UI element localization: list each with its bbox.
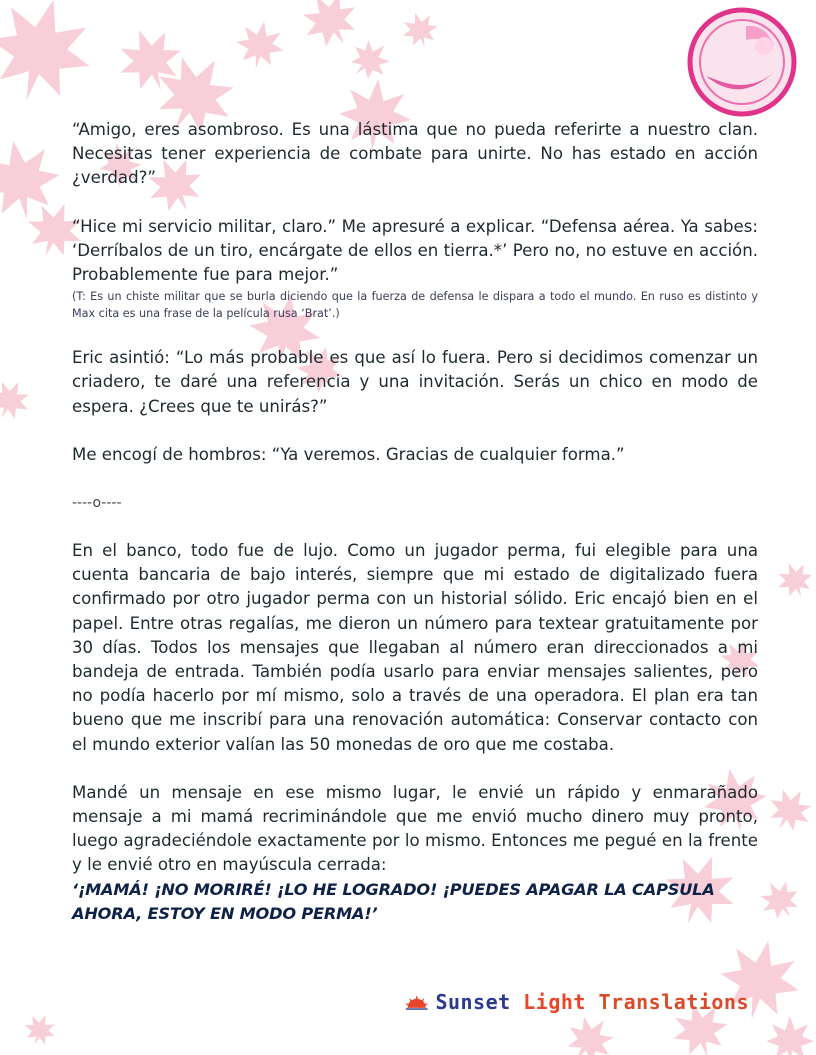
paragraph-3: Eric asintió: “Lo más probable es que así lo fuera. Pero si decidimos comenzar un criadero, te daré una referencia y una invitación. Serás un chico en modo de espera. ¿Crees que te unirás?” <box>72 348 758 416</box>
sunset-light-badge-icon <box>686 6 798 118</box>
paragraph-2: “Hice mi servicio militar, claro.” Me apresuré a explicar. “Defensa aérea. Ya sabes: ‘Derríbalos de un tiro, encárgate de ellos en tierra.*’ Pero no, no estuve en acción. Probablemente fue para mejor.” <box>72 216 758 285</box>
footer-word-translations: Translations <box>598 990 749 1014</box>
paragraph-5: En el banco, todo fue de lujo. Como un jugador perma, fui elegible para una cuenta bancaria de bajo interés, siempre que mi estado de digitalizado fuera confirmado por otro jugador perma con un historial sólido. Eric encajó bien en el papel. Entre otras regalías, me dieron un número para textear gratuitamente por 30 días. Todos los mensajes que llegaban al número eran direccionados a mi bandeja de entrada. También podía usarlo para enviar mensajes salientes, pero no podía hacerlo por mí mismo, solo a través de una operadora. El plan era tan bueno que me inscribí para una renovación automática: Conservar contacto con el mundo exterior valían las 50 monedas de oro que me costaba. <box>72 541 758 754</box>
footer-logo <box>404 982 749 1022</box>
paragraph-4: Me encogí de hombros: “Ya veremos. Gracias de cualquier forma.” <box>72 444 625 464</box>
footer-word-sunset: Sunset <box>435 990 511 1014</box>
emphasized-message: ‘¡MAMÁ! ¡NO MORIRÉ! ¡LO HE LOGRADO! ¡PUEDES APAGAR LA CAPSULA AHORA, ESTOY EN MODO PERMA!’ <box>72 879 715 923</box>
footer-word-light: Light <box>523 990 586 1014</box>
sunrise-icon <box>404 985 429 1019</box>
footer-brand-text <box>435 990 749 1014</box>
scene-separator: ----o---- <box>72 495 122 512</box>
paragraph-1: “Amigo, eres asombroso. Es una lástima que no pueda referirte a nuestro clan. Necesitas tener experiencia de combate para unirte. No has estado en acción ¿verdad?” <box>72 120 758 188</box>
paragraph-6: Mandé un mensaje en ese mismo lugar, le envié un rápido y enmarañado mensaje a mi mamá recriminándole que me envió mucho dinero muy pronto, luego agradeciéndole exactamente por lo mismo. Entonces me pegué en la frente y le envié otro en mayúscula cerrada: <box>72 782 758 875</box>
document-body <box>72 118 758 926</box>
translator-note: (T: Es un chiste militar que se burla diciendo que la fuerza de defensa le dispara a todo el mundo. En ruso es distinto y Max cita es una frase de la película rusa ‘Brat’.) <box>72 290 758 320</box>
